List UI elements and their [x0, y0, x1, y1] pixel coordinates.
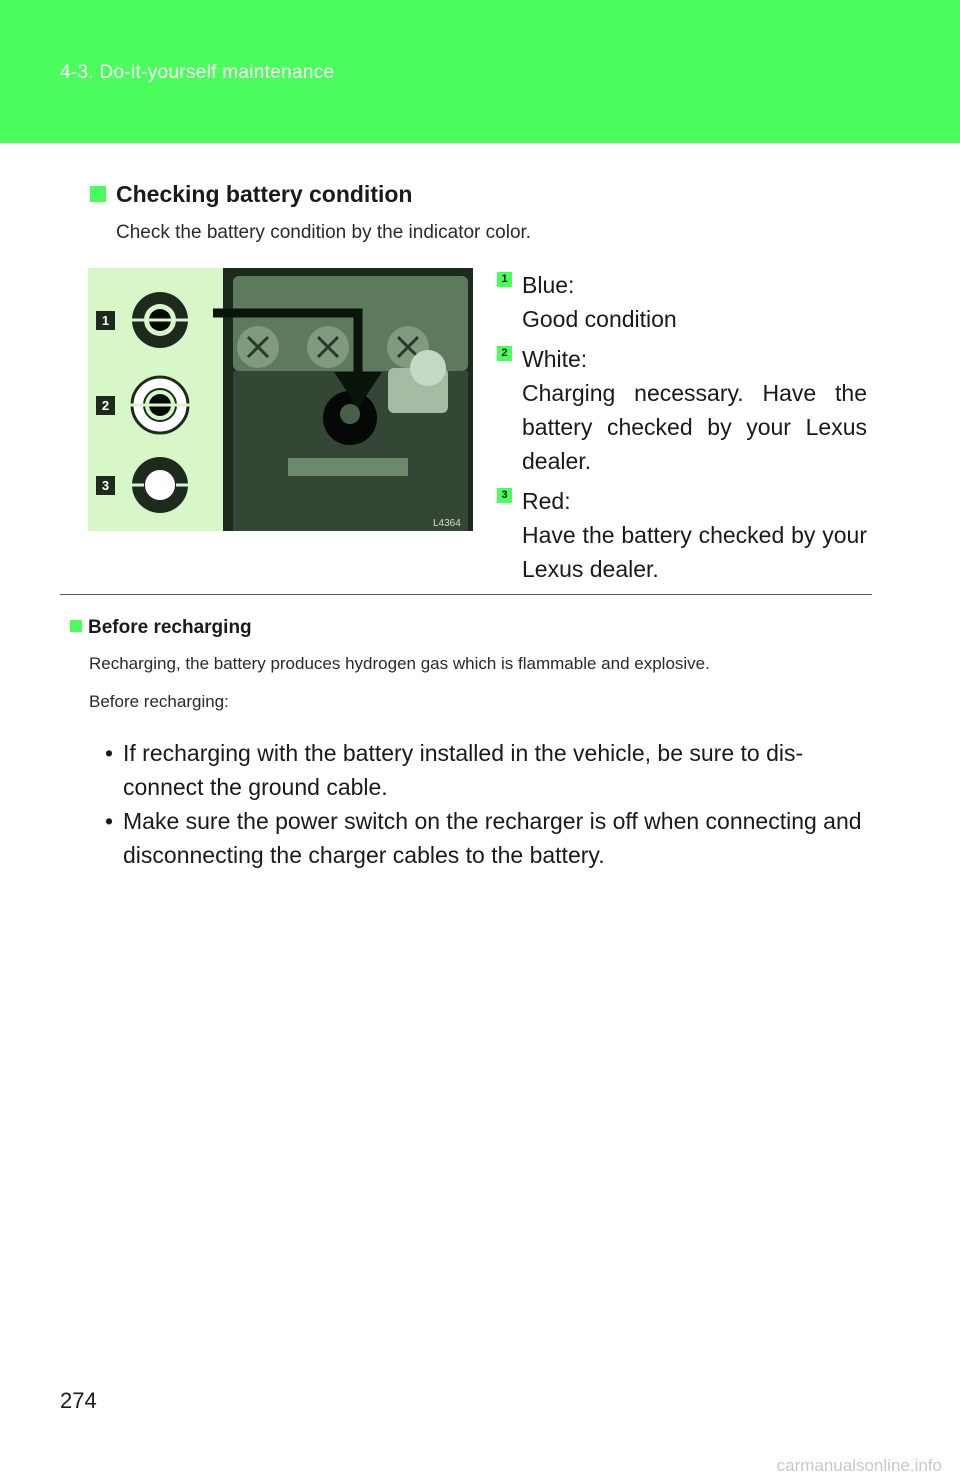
note-bullet-list: [105, 736, 875, 872]
note-title: [70, 617, 252, 639]
battery-ledge: [288, 458, 408, 476]
note-title-text: Before recharging: [88, 617, 252, 638]
page-number: 274: [60, 1388, 97, 1413]
indicator-dot-red: [144, 469, 176, 501]
indicator-list: [497, 268, 867, 592]
item-number-badge: 1: [497, 272, 512, 287]
note-paragraph: Recharging, the battery produces hydrogen gas which is flammable and explosive.: [89, 654, 710, 673]
page-header: [0, 0, 960, 143]
section-breadcrumb: 4-3. Do-it-yourself maintenance: [60, 62, 335, 83]
indicator-item: [497, 484, 867, 586]
indicator-item: [497, 268, 867, 336]
indicator-description: Charging necessary. Have the battery checked by your Lexus dealer.: [522, 380, 867, 474]
square-bullet-icon: [70, 620, 82, 632]
figure-code: L4364: [433, 518, 461, 529]
indicator-label: Red:: [522, 488, 571, 514]
note-paragraph: Before recharging:: [89, 692, 229, 711]
indicator-description: Good condition: [522, 306, 677, 332]
figure-marker-2-text: 2: [101, 398, 110, 413]
section-description: Check the battery condition by the indicator color.: [116, 222, 532, 243]
battery-illustration: [88, 268, 473, 531]
figure-marker-1-text: 1: [101, 313, 110, 328]
indicator-eye-highlight: [340, 404, 360, 424]
list-item: • Make sure the power switch on the recharger is off when connecting and disconnecting the charger cables to the battery.: [105, 804, 875, 872]
list-item: • If recharging with the battery installed in the vehicle, be sure to dis-connect the ground cable.: [105, 736, 875, 804]
item-number-badge: 2: [497, 346, 512, 361]
battery-indicator-figure: [88, 268, 473, 531]
indicator-label: Blue:: [522, 272, 575, 298]
item-number-badge: 3: [497, 488, 512, 503]
indicator-label: White:: [522, 346, 588, 372]
section-title-text: Checking battery condition: [116, 181, 413, 207]
indicator-description: Have the battery checked by your Lexus dealer.: [522, 522, 867, 582]
section-divider: [60, 594, 872, 595]
section-title: [90, 181, 412, 208]
square-bullet-icon: [90, 186, 106, 202]
indicator-item: [497, 342, 867, 478]
watermark: carmanualsonline.info: [776, 1456, 942, 1475]
figure-marker-3-text: 3: [101, 478, 110, 493]
terminal-bolt: [410, 350, 446, 386]
